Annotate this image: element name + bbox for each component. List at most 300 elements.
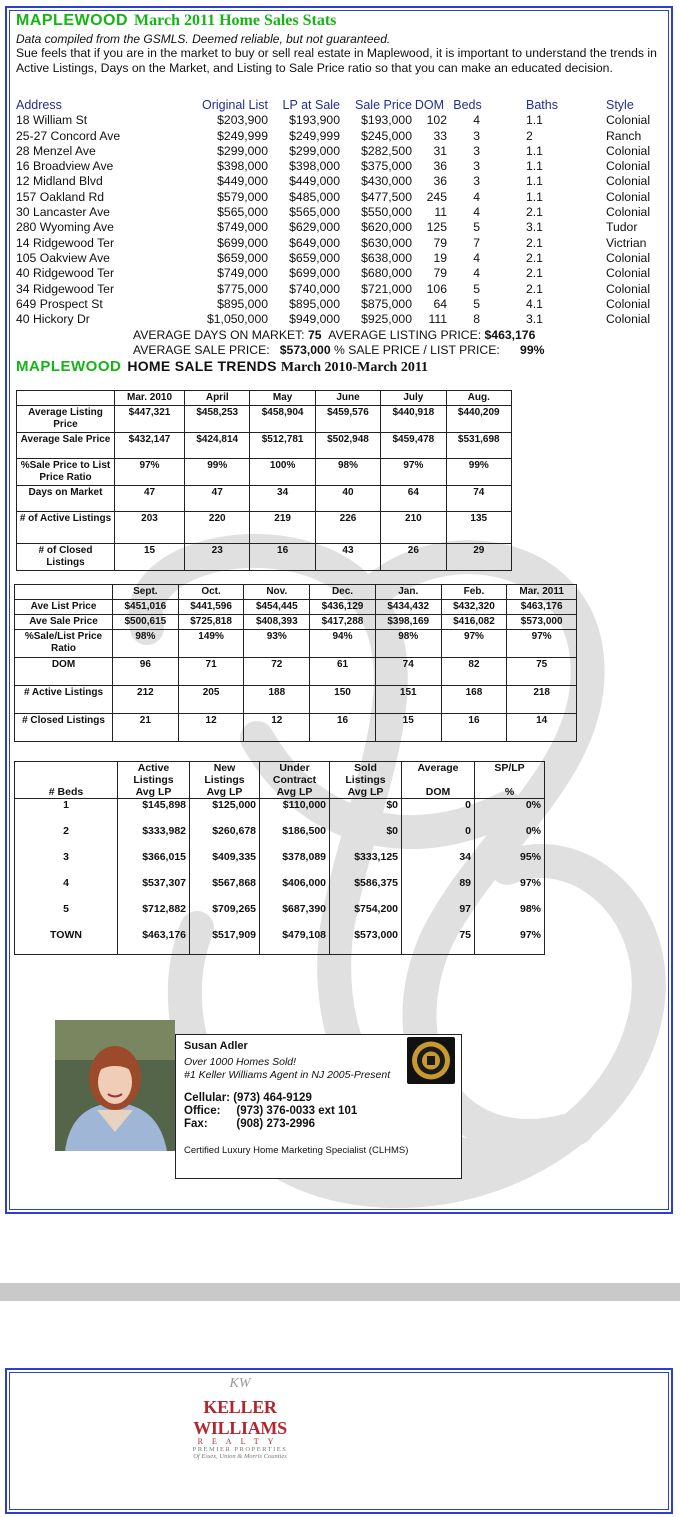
document-page-2 xyxy=(5,1368,673,1514)
listings-cell: $282,500 xyxy=(361,143,412,158)
table-row xyxy=(15,825,545,851)
table-cell: $409,335 xyxy=(190,851,260,877)
table-cell: 219 xyxy=(250,512,315,544)
table-cell: 16 xyxy=(441,714,507,742)
table-cell: $408,393 xyxy=(244,615,310,630)
table-cell: 168 xyxy=(441,686,507,714)
table-cell: 97% xyxy=(381,459,446,486)
avg-ratio-label: % SALE PRICE / LIST PRICE: xyxy=(334,343,500,357)
column-subheader: Avg LP xyxy=(118,786,190,799)
row-label: # of Closed Listings xyxy=(17,544,115,571)
avg-dom-value: 75 xyxy=(307,328,322,342)
listings-cell: $193,000 xyxy=(361,113,412,128)
listings-cell: Colonial xyxy=(606,143,651,158)
listings-cell: 2.1 xyxy=(526,205,543,220)
table-cell: 12 xyxy=(244,714,310,742)
column-header: May xyxy=(250,391,315,406)
listings-cell: $659,000 xyxy=(217,250,268,265)
table-row xyxy=(17,512,512,544)
table-row xyxy=(17,459,512,486)
table-row xyxy=(15,714,577,742)
table-cell: 220 xyxy=(185,512,250,544)
svg-text:KW: KW xyxy=(229,1376,251,1391)
column-header xyxy=(15,762,118,787)
listings-cell: $565,000 xyxy=(217,205,268,220)
corner-cell xyxy=(15,585,113,600)
listings-cell: $949,000 xyxy=(289,312,340,327)
listings-row xyxy=(16,159,666,174)
listings-header-cell: Baths xyxy=(526,98,558,112)
table-cell: 226 xyxy=(315,512,380,544)
table-cell: 64 xyxy=(381,486,446,512)
listings-cell: 102 xyxy=(426,113,447,128)
table-cell: 94% xyxy=(310,630,376,658)
column-header: April xyxy=(185,391,250,406)
listings-cell: Colonial xyxy=(606,174,651,189)
table-cell: $586,375 xyxy=(330,877,402,903)
table-cell: 15 xyxy=(115,544,185,571)
table-cell: 98% xyxy=(475,903,545,929)
listings-row xyxy=(16,174,666,189)
listings-cell: $749,000 xyxy=(217,266,268,281)
column-header: Active Listings xyxy=(118,762,190,787)
listings-cell: $398,000 xyxy=(289,159,340,174)
listings-cell: 1.1 xyxy=(526,174,543,189)
table-cell: $454,445 xyxy=(244,600,310,615)
listings-cell: $485,000 xyxy=(289,189,340,204)
table-row xyxy=(15,903,545,929)
listings-cell: 33 xyxy=(433,128,447,143)
table-cell: $186,500 xyxy=(260,825,330,851)
table-cell: 93% xyxy=(244,630,310,658)
agent-fax: Fax: (908) 273-2996 xyxy=(184,1118,316,1130)
listings-cell: $659,000 xyxy=(289,250,340,265)
row-label: # Active Listings xyxy=(15,686,113,714)
listings-cell: $193,900 xyxy=(289,113,340,128)
listings-cell: 2.1 xyxy=(526,266,543,281)
table-row xyxy=(17,406,512,433)
table-cell: 15 xyxy=(375,714,441,742)
table-cell: $451,016 xyxy=(113,600,179,615)
listings-cell: 2.1 xyxy=(526,235,543,250)
listings-cell: $579,000 xyxy=(217,189,268,204)
report-subtitle: March 2011 Home Sales Stats xyxy=(134,12,337,29)
listings-cell: 40 Hickory Dr xyxy=(16,312,90,327)
table-cell: 71 xyxy=(178,658,244,686)
listings-row xyxy=(16,236,666,251)
table-cell: $378,089 xyxy=(260,851,330,877)
table-cell: $125,000 xyxy=(190,799,260,825)
listings-cell: 12 Midland Blvd xyxy=(16,174,103,189)
listings-cell: $249,999 xyxy=(217,128,268,143)
listings-cell: Colonial xyxy=(606,205,651,220)
listings-cell: 18 William St xyxy=(16,113,88,128)
column-header: Dec. xyxy=(310,585,376,600)
listings-cell: 280 Wyoming Ave xyxy=(16,220,114,235)
listings-cell: 3 xyxy=(473,143,480,158)
bedroom-breakdown-table xyxy=(14,761,545,955)
table-cell: $424,814 xyxy=(185,433,250,459)
table-cell: $458,904 xyxy=(250,406,315,433)
table-cell: 43 xyxy=(315,544,380,571)
table-cell: $479,108 xyxy=(260,929,330,955)
table-cell: 99% xyxy=(446,459,511,486)
listings-cell: $1,050,000 xyxy=(207,312,268,327)
table-cell: 47 xyxy=(115,486,185,512)
listings-cell: 5 xyxy=(473,296,480,311)
listings-cell: 3 xyxy=(473,159,480,174)
table-cell: 98% xyxy=(315,459,380,486)
column-header: July xyxy=(381,391,446,406)
table-cell: $110,000 xyxy=(260,799,330,825)
table-cell: 149% xyxy=(178,630,244,658)
listings-header-cell: Original List xyxy=(202,98,268,112)
table-row xyxy=(15,877,545,903)
listings-cell: 157 Oakland Rd xyxy=(16,189,105,204)
listings-cell: $477,500 xyxy=(361,189,412,204)
listings-header-cell: Beds xyxy=(453,98,482,112)
agent-office: Office: (973) 376-0033 ext 101 xyxy=(184,1105,358,1117)
listings-cell: $630,000 xyxy=(361,235,412,250)
listings-cell: 11 xyxy=(434,205,447,220)
row-label: # Closed Listings xyxy=(15,714,113,742)
table-cell: $502,948 xyxy=(315,433,380,459)
listings-cell: 79 xyxy=(433,235,447,250)
listings-cell: 4 xyxy=(473,266,480,281)
table-cell: 100% xyxy=(250,459,315,486)
column-header: Average xyxy=(402,762,475,787)
listings-cell: 64 xyxy=(433,296,447,311)
table-cell: 98% xyxy=(113,630,179,658)
averages-line-2 xyxy=(133,343,544,357)
agent-name: Susan Adler xyxy=(184,1040,248,1052)
listings-header-row xyxy=(16,98,666,113)
table-cell: $573,000 xyxy=(507,615,577,630)
table-row xyxy=(17,433,512,459)
listings-row xyxy=(16,312,666,327)
column-header: Feb. xyxy=(441,585,507,600)
listings-cell: 245 xyxy=(426,189,447,204)
listings-cell: $925,000 xyxy=(361,312,412,327)
listings-cell: $680,000 xyxy=(361,266,412,281)
listings-cell: $875,000 xyxy=(361,296,412,311)
listings-cell: 4 xyxy=(473,189,480,204)
table-row xyxy=(15,630,577,658)
listings-cell: 2.1 xyxy=(526,281,543,296)
trends-heading xyxy=(16,358,428,376)
table-cell: 212 xyxy=(113,686,179,714)
table-cell: $441,596 xyxy=(178,600,244,615)
table-cell: $0 xyxy=(330,825,402,851)
table-cell: 89 xyxy=(402,877,475,903)
listings-cell: Victrian xyxy=(606,235,647,250)
column-subheader: Avg LP xyxy=(190,786,260,799)
table-cell: 5 xyxy=(15,903,118,929)
table-cell: $500,615 xyxy=(113,615,179,630)
row-label: Average Sale Price xyxy=(17,433,115,459)
listings-cell: $638,000 xyxy=(361,250,412,265)
agent-certification: Certified Luxury Home Marketing Specialist (CLHMS) xyxy=(184,1145,409,1156)
table-cell: $434,432 xyxy=(375,600,441,615)
page-separator xyxy=(0,1283,680,1301)
listings-cell: 31 xyxy=(433,143,447,158)
listings-cell: $749,000 xyxy=(217,220,268,235)
table-cell: 0% xyxy=(475,825,545,851)
column-subheader: % xyxy=(475,786,545,799)
table-cell: 75 xyxy=(507,658,577,686)
table-cell: 4 xyxy=(15,877,118,903)
column-header: Jan. xyxy=(375,585,441,600)
table-cell: 14 xyxy=(507,714,577,742)
table-cell: 96 xyxy=(113,658,179,686)
listings-cell: 19 xyxy=(433,250,447,265)
agent-tagline-1: Over 1000 Homes Sold! xyxy=(184,1056,297,1068)
data-source-note: Data compiled from the GSMLS. Deemed reliable, but not guaranteed. xyxy=(16,32,391,46)
listings-cell: 4 xyxy=(473,250,480,265)
trends-city: MAPLEWOOD xyxy=(16,358,122,375)
listings-cell: 3 xyxy=(473,128,480,143)
listings-cell: Colonial xyxy=(606,266,651,281)
listings-cell: $203,900 xyxy=(217,113,268,128)
listings-cell: $629,000 xyxy=(289,220,340,235)
table-cell: 2 xyxy=(15,825,118,851)
table-cell: 16 xyxy=(250,544,315,571)
listings-cell: Colonial xyxy=(606,312,651,327)
row-label: DOM xyxy=(15,658,113,686)
listings-cell: 16 Broadview Ave xyxy=(16,159,114,174)
listings-cell: $550,000 xyxy=(361,205,412,220)
table-row xyxy=(15,658,577,686)
page-inner-border xyxy=(9,1372,669,1510)
agent-photo xyxy=(55,1020,175,1151)
listings-cell: 125 xyxy=(426,220,447,235)
table-cell: 151 xyxy=(375,686,441,714)
listings-cell: 30 Lancaster Ave xyxy=(16,205,110,220)
table-cell: 34 xyxy=(402,851,475,877)
listings-cell: Colonial xyxy=(606,189,651,204)
table-cell: TOWN xyxy=(15,929,118,955)
listings-cell: 34 Ridgewood Ter xyxy=(16,281,115,296)
table-row xyxy=(15,929,545,955)
table-cell: 97% xyxy=(475,929,545,955)
listings-cell: $245,000 xyxy=(361,128,412,143)
avg-dom-label: AVERAGE DAYS ON MARKET: xyxy=(133,328,305,342)
table-cell: 74 xyxy=(446,486,511,512)
listings-cell: 106 xyxy=(426,281,447,296)
table-cell: 188 xyxy=(244,686,310,714)
row-label: Ave List Price xyxy=(15,600,113,615)
listings-header-cell: LP at Sale xyxy=(282,98,340,112)
listings-cell: Colonial xyxy=(606,296,651,311)
table-cell: $725,818 xyxy=(178,615,244,630)
table-row xyxy=(15,615,577,630)
listings-cell: 1.1 xyxy=(526,159,543,174)
table-cell: $398,169 xyxy=(375,615,441,630)
table-cell: 40 xyxy=(315,486,380,512)
listings-cell: $565,000 xyxy=(289,205,340,220)
avg-list-label: AVERAGE LISTING PRICE: xyxy=(328,328,482,342)
table-cell: $567,868 xyxy=(190,877,260,903)
table-cell: 34 xyxy=(250,486,315,512)
report-header xyxy=(16,12,336,30)
listings-cell: Tudor xyxy=(606,220,638,235)
column-header: Sold Listings xyxy=(330,762,402,787)
table-cell: 61 xyxy=(310,658,376,686)
table-row xyxy=(15,600,577,615)
trends-range: March 2010-March 2011 xyxy=(280,360,429,375)
column-subheader: # Beds xyxy=(15,786,118,799)
listings-cell: 79 xyxy=(433,266,447,281)
column-header: Aug. xyxy=(446,391,511,406)
listings-table xyxy=(16,98,666,327)
listings-cell: Colonial xyxy=(606,159,651,174)
listings-cell: 4.1 xyxy=(526,296,543,311)
table-cell: $447,321 xyxy=(115,406,185,433)
listings-row xyxy=(16,220,666,235)
agent-contact-card xyxy=(175,1034,462,1179)
table-cell: $687,390 xyxy=(260,903,330,929)
column-header: New Listings xyxy=(190,762,260,787)
table-cell: 1 xyxy=(15,799,118,825)
table-cell: 12 xyxy=(178,714,244,742)
listings-cell: 3 xyxy=(473,174,480,189)
column-header: Sept. xyxy=(113,585,179,600)
listings-cell: $449,000 xyxy=(217,174,268,189)
listings-cell: 1.1 xyxy=(526,143,543,158)
table-cell: $537,307 xyxy=(118,877,190,903)
table-cell: 95% xyxy=(475,851,545,877)
listings-row xyxy=(16,129,666,144)
listings-cell: 4 xyxy=(473,113,480,128)
table-cell: 205 xyxy=(178,686,244,714)
table-row xyxy=(15,686,577,714)
table-cell: $512,781 xyxy=(250,433,315,459)
table-cell: 47 xyxy=(185,486,250,512)
listings-cell: 7 xyxy=(473,235,480,250)
table-cell: $333,125 xyxy=(330,851,402,877)
table-cell: $712,882 xyxy=(118,903,190,929)
table-cell: 29 xyxy=(446,544,511,571)
table-cell: 21 xyxy=(113,714,179,742)
listings-cell: Colonial xyxy=(606,281,651,296)
listings-cell: 8 xyxy=(473,312,480,327)
listings-cell: 5 xyxy=(473,220,480,235)
column-header: Nov. xyxy=(244,585,310,600)
listings-cell: $699,000 xyxy=(217,235,268,250)
row-label: Days on Market xyxy=(17,486,115,512)
table-cell: $145,898 xyxy=(118,799,190,825)
table-cell: 75 xyxy=(402,929,475,955)
listings-cell: 1.1 xyxy=(526,113,543,128)
document-page-1 xyxy=(5,6,673,1214)
listings-header-cell: DOM xyxy=(414,98,445,112)
listings-cell: Colonial xyxy=(606,250,651,265)
listings-cell: 111 xyxy=(428,312,447,327)
avg-sale-label: AVERAGE SALE PRICE: xyxy=(133,343,270,357)
listings-cell: $895,000 xyxy=(289,296,340,311)
table-cell: $416,082 xyxy=(441,615,507,630)
listings-cell: 2.1 xyxy=(526,250,543,265)
listings-cell: $620,000 xyxy=(361,220,412,235)
table-cell: $260,678 xyxy=(190,825,260,851)
table-cell: 98% xyxy=(375,630,441,658)
row-label: %Sale/List Price Ratio xyxy=(15,630,113,658)
listings-cell: 4 xyxy=(473,205,480,220)
avg-list-value: $463,176 xyxy=(484,328,536,342)
table-cell: $463,176 xyxy=(507,600,577,615)
city-title: MAPLEWOOD xyxy=(16,12,129,29)
table-cell: 135 xyxy=(446,512,511,544)
brand-counties: Of Essex, Union & Morris Counties xyxy=(193,1453,287,1460)
table-cell: 97% xyxy=(441,630,507,658)
table-row xyxy=(17,544,512,571)
table-cell: $709,265 xyxy=(190,903,260,929)
column-header: Oct. xyxy=(178,585,244,600)
column-header: SP/LP xyxy=(475,762,545,787)
listings-cell: $249,999 xyxy=(289,128,340,143)
averages-line-1 xyxy=(133,328,535,342)
listings-cell: Colonial xyxy=(606,113,651,128)
table-row xyxy=(15,851,545,877)
trends-table-sept-mar xyxy=(14,584,577,742)
column-subheader: DOM xyxy=(402,786,475,799)
listings-cell: $299,000 xyxy=(289,143,340,158)
listings-cell: 14 Ridgewood Ter xyxy=(16,235,115,250)
table-cell: 150 xyxy=(310,686,376,714)
agent-tagline-2: #1 Keller Williams Agent in NJ 2005-Present xyxy=(184,1069,391,1081)
listings-row xyxy=(16,113,666,128)
listings-cell: 3.1 xyxy=(526,312,543,327)
listings-cell: 105 Oakview Ave xyxy=(16,250,110,265)
table-cell: 3 xyxy=(15,851,118,877)
corner-cell xyxy=(17,391,115,406)
table-cell: $459,478 xyxy=(381,433,446,459)
listings-cell: 28 Menzel Ave xyxy=(16,143,96,158)
column-header: Mar. 2010 xyxy=(115,391,185,406)
table-cell: 218 xyxy=(507,686,577,714)
table-cell: 16 xyxy=(310,714,376,742)
listings-cell: $375,000 xyxy=(361,159,412,174)
column-header: June xyxy=(315,391,380,406)
listings-cell: $895,000 xyxy=(217,296,268,311)
table-cell: 97% xyxy=(475,877,545,903)
listings-row xyxy=(16,190,666,205)
listings-cell: 3.1 xyxy=(526,220,543,235)
table-cell: $440,209 xyxy=(446,406,511,433)
brand-premier: PREMIER PROPERTIES xyxy=(192,1446,288,1453)
column-header: Mar. 2011 xyxy=(507,585,577,600)
table-cell: $366,015 xyxy=(118,851,190,877)
table-cell: $0 xyxy=(330,799,402,825)
table-cell: 0% xyxy=(475,799,545,825)
brand-realty: REALTY xyxy=(197,1437,283,1446)
table-cell: $333,982 xyxy=(118,825,190,851)
listings-row xyxy=(16,144,666,159)
kw-monogram-icon xyxy=(228,1372,252,1392)
listings-cell: 1.1 xyxy=(526,189,543,204)
table-cell: $754,200 xyxy=(330,903,402,929)
listings-row xyxy=(16,205,666,220)
table-cell: $459,576 xyxy=(315,406,380,433)
avg-ratio-value: 99% xyxy=(520,343,545,357)
listings-cell: $299,000 xyxy=(217,143,268,158)
table-cell: 72 xyxy=(244,658,310,686)
table-cell: 99% xyxy=(185,459,250,486)
listings-cell: $430,000 xyxy=(361,174,412,189)
listings-cell: 36 xyxy=(433,174,447,189)
listings-cell: Ranch xyxy=(606,128,642,143)
table-cell: 97 xyxy=(402,903,475,929)
